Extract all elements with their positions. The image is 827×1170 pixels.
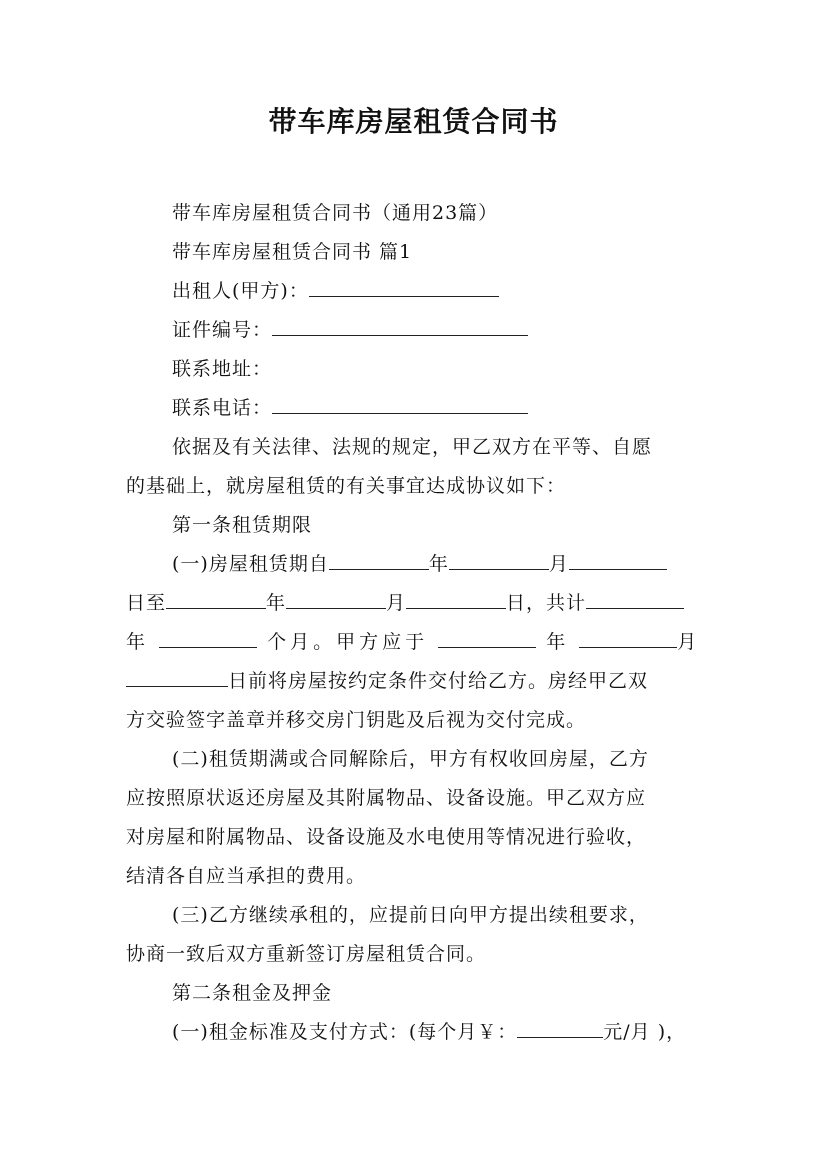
s1-p3-line1: (三)乙方继续承租的，应提前日向甲方提出续租要求， bbox=[172, 904, 649, 926]
s1-p1-line2 bbox=[126, 588, 684, 615]
document-title: 带车库房屋租赁合同书 bbox=[268, 105, 559, 138]
rent-amount-blank bbox=[517, 1019, 603, 1038]
s2-p1-unit: 元/月 )， bbox=[603, 1021, 687, 1043]
phone-line bbox=[172, 393, 528, 420]
day-to-label: 日至 bbox=[126, 592, 167, 614]
years-label: 年 bbox=[126, 631, 150, 653]
end-year-blank bbox=[166, 590, 266, 609]
total-blank bbox=[586, 590, 684, 609]
s1-p2-line1: (二)租赁期满或合同解除后，甲方有权收回房屋，乙方 bbox=[172, 748, 649, 770]
start-day-blank bbox=[569, 551, 667, 570]
end-month-blank bbox=[286, 590, 386, 609]
year-label: 年 bbox=[428, 553, 449, 575]
total-label: 日，共计 bbox=[506, 592, 587, 614]
id-line bbox=[172, 315, 528, 342]
lessor-line bbox=[172, 276, 499, 303]
s2-p1-line1 bbox=[172, 1017, 686, 1044]
s1-p2-line4: 结清各自应当承担的费用。 bbox=[126, 865, 367, 887]
year-label-2: 年 bbox=[266, 592, 287, 614]
phone-blank bbox=[272, 395, 528, 414]
s1-line3-mid: 个月。甲方应于 bbox=[267, 631, 429, 653]
s1-p1-line4 bbox=[126, 666, 648, 693]
month-label-2: 月 bbox=[386, 592, 407, 614]
month-label-3: 月 bbox=[677, 631, 701, 653]
s1-p1-line1 bbox=[172, 549, 667, 576]
id-label: 证件编号： bbox=[172, 319, 273, 341]
lessor-label: 出租人(甲方)： bbox=[172, 280, 309, 302]
s1-p3-line2: 协商一致后双方重新签订房屋租赁合同。 bbox=[126, 943, 487, 965]
month-label: 月 bbox=[548, 553, 569, 575]
start-year-blank bbox=[329, 551, 429, 570]
months-blank bbox=[159, 629, 257, 648]
phone-label: 联系电话： bbox=[172, 397, 273, 419]
s1-p1-text: (一)房屋租赁期自 bbox=[172, 553, 329, 575]
lessor-blank bbox=[309, 278, 499, 297]
deliver-month-blank bbox=[579, 629, 677, 648]
intro-line-2: 的基础上，就房屋租赁的有关事宜达成协议如下： bbox=[126, 475, 567, 497]
end-day-blank bbox=[406, 590, 506, 609]
s1-p1-line5: 方交验签字盖章并移交房门钥匙及后视为交付完成。 bbox=[126, 709, 587, 731]
year-label-3: 年 bbox=[546, 631, 570, 653]
address-label: 联系地址： bbox=[172, 358, 273, 380]
article-header: 带车库房屋租赁合同书 篇1 bbox=[172, 241, 413, 263]
deliver-day-blank bbox=[126, 668, 228, 687]
deliver-year-blank bbox=[438, 629, 536, 648]
start-month-blank bbox=[449, 551, 549, 570]
s1-line4-text: 日前将房屋按约定条件交付给乙方。房经甲乙双 bbox=[228, 670, 649, 692]
document-subtitle: 带车库房屋租赁合同书（通用23篇） bbox=[172, 202, 499, 224]
s1-p2-line3: 对房屋和附属物品、设备设施及水电使用等情况进行验收， bbox=[126, 826, 647, 848]
section2-title: 第二条租金及押金 bbox=[172, 982, 333, 1004]
id-blank bbox=[272, 317, 528, 336]
s1-p1-line3 bbox=[126, 627, 700, 654]
intro-line-1: 依据及有关法律、法规的规定，甲乙双方在平等、自愿 bbox=[172, 436, 653, 458]
section1-title: 第一条租赁期限 bbox=[172, 514, 313, 536]
s1-p2-line2: 应按照原状返还房屋及其附属物品、设备设施。甲乙双方应 bbox=[126, 787, 647, 809]
s2-p1-text: (一)租金标准及支付方式：(每个月￥： bbox=[172, 1021, 518, 1043]
